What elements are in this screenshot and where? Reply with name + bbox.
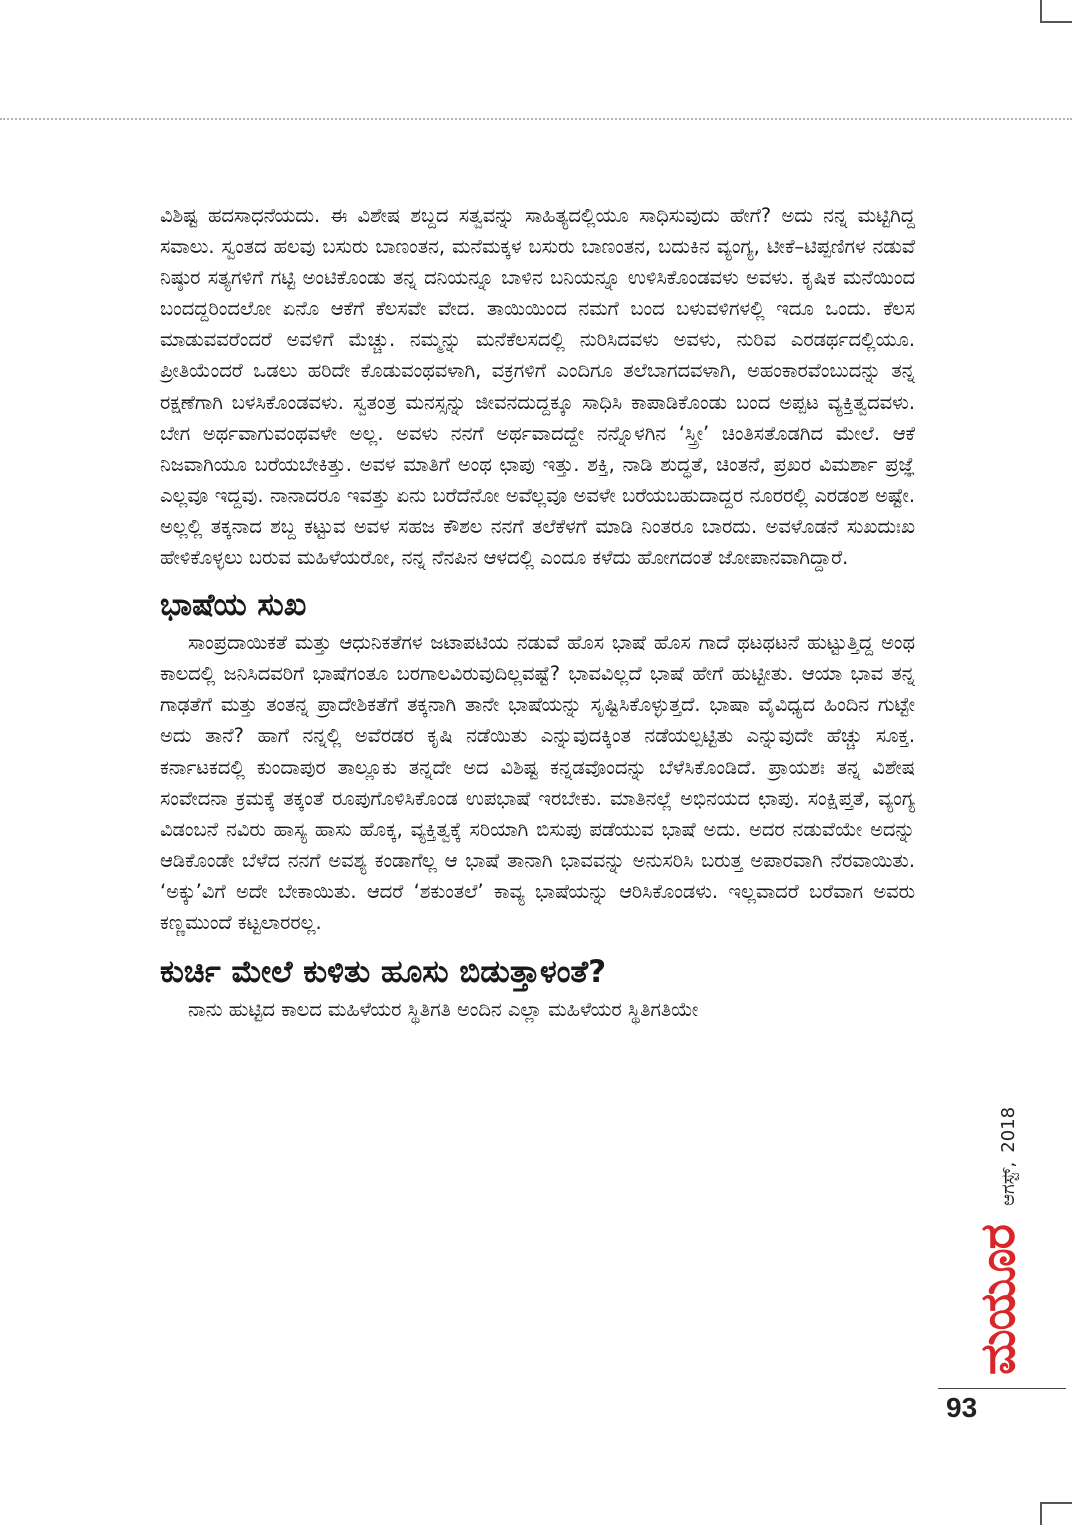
issue-year: 2018 [998, 1106, 1019, 1153]
paragraph: ಸಾಂಪ್ರದಾಯಿಕತೆ ಮತ್ತು ಆಧುನಿಕತೆಗಳ ಜಟಾಪಟಿಯ ನಡುವೆ ಹೊಸ ಭಾಷೆ ಹೊಸ ಗಾದೆ ಥಟಥಟನೆ ಹುಟ್ಟುತ್ತಿದ್ದ ಅಂಥ ಕಾಲದಲ್ಲಿ ಜನಿಸಿದವರಿಗೆ ಭಾಷೆಗಂತೂ ಬರಗಾಲವಿರುವುದಿಲ್ಲವಷ್ಟೆ? ಭಾವವಿಲ್ಲದೆ ಭಾಷೆ ಹೇಗೆ ಹುಟ್ಟೀತು. ಆಯಾ ಭಾವ ತನ್ನ ಗಾಢತೆಗೆ ಮತ್ತು ತಂತನ್ನ ಪ್ರಾದೇಶಿಕತೆಗೆ ತಕ್ಕನಾಗಿ ತಾನೇ ಭಾಷೆಯನ್ನು ಸೃಷ್ಟಿಸಿಕೊಳ್ಳುತ್ತದೆ. ಭಾಷಾ ವೈವಿಧ್ಯದ ಹಿಂದಿನ ಗುಟ್ಟೇ ಅದು ತಾನೆ? ಹಾಗೆ ನನ್ನಲ್ಲಿ ಅವೆರಡರ ಕೃಷಿ ನಡೆಯಿತು ಎನ್ನುವುದಕ್ಕಿಂತ ನಡೆಯಲ್ಪಟ್ಟಿತು ಎನ್ನುವುದೇ ಹೆಚ್ಚು ಸೂಕ್ತ. ಕರ್ನಾಟಕದಲ್ಲಿ ಕುಂದಾಪುರ ತಾಲ್ಲೂಕು ತನ್ನದೇ ಅದ ವಿಶಿಷ್ಟ ಕನ್ನಡವೊಂದನ್ನು ಬೆಳೆಸಿಕೊಂಡಿದೆ. ಪ್ರಾಯಶಃ ತನ್ನ ವಿಶೇಷ ಸಂವೇದನಾ ಕ್ರಮಕ್ಕೆ ತಕ್ಕಂತೆ ರೂಪುಗೊಳಿಸಿಕೊಂಡ ಉಪಭಾಷೆ ಇರಬೇಕು. ಮಾತಿನಲ್ಲೆ ಅಭಿನಯದ ಛಾಪು. ಸಂಕ್ಷಿಪ್ತತೆ, ವ್ಯಂಗ್ಯ ವಿಡಂಬನೆ ನವಿರು ಹಾಸ್ಯ ಹಾಸು ಹೊಕ್ಕ, ವ್ಯಕ್ತಿತ್ವಕ್ಕೆ ಸರಿಯಾಗಿ ಬಿಸುಪು ಪಡೆಯುವ ಭಾಷೆ ಅದು. ಅದರ ನಡುವೆಯೇ ಅದನ್ನು ಆಡಿಕೊಂಡೇ ಬೆಳೆದ ನನಗೆ ಅವಶ್ಯ ಕಂಡಾಗೆಲ್ಲ ಆ ಭಾಷೆ ತಾನಾಗಿ ಭಾವವನ್ನು ಅನುಸರಿಸಿ ಬರುತ್ತ ಅಪಾರವಾಗಿ ನೆರವಾಯಿತು. ‘ಅಕ್ಕು’ವಿಗೆ ಅದೇ ಬೇಕಾಯಿತು. ಆದರೆ ‘ಶಕುಂತಲೆ’ ಕಾವ್ಯ ಭಾಷೆಯನ್ನು ಆರಿಸಿಕೊಂಡಳು. ಇಲ್ಲವಾದರೆ ಬರೆವಾಗ ಅವರು ಕಣ್ಣಮುಂದೆ ಕಟ್ಟಲಾರರಲ್ಲ. [160, 631, 915, 934]
issue-month: ಆಗಸ್ಟ್, [998, 1161, 1019, 1206]
footer-rule [938, 1388, 1066, 1389]
section-heading: ಭಾಷೆಯ ಸುಖ [160, 587, 307, 624]
magazine-sidebar [940, 1106, 1026, 1380]
page-number: 93 [946, 1392, 978, 1423]
crop-mark-top-right-vertical [1040, 0, 1042, 22]
crop-mark-top-right-horizontal [1040, 21, 1072, 23]
dotted-separator [0, 118, 1072, 120]
crop-mark-bottom-right-vertical [1040, 1502, 1042, 1525]
text-column [160, 200, 915, 1025]
paragraph: ನಾನು ಹುಟ್ಟಿದ ಕಾಲದ ಮಹಿಳೆಯರ ಸ್ಥಿತಿಗತಿ ಅಂದಿನ ಎಲ್ಲಾ ಮಹಿಳೆಯರ ಸ್ಥಿತಿಗತಿಯೇ [188, 998, 699, 1022]
paragraph: ವಿಶಿಷ್ಟ ಹದಸಾಧನೆಯದು. ಈ ವಿಶೇಷ ಶಬ್ದದ ಸತ್ವವನ್ನು ಸಾಹಿತ್ಯದಲ್ಲಿಯೂ ಸಾಧಿಸುವುದು ಹೇಗೆ? ಅದು ನನ್ನ ಮಟ್ಟಿಗಿದ್ದ ಸವಾಲು. ಸ್ವಂತದ ಹಲವು ಬಸುರು ಬಾಣಂತನ, ಮನೆಮಕ್ಕಳ ಬಸುರು ಬಾಣಂತನ, ಬದುಕಿನ ವ್ಯಂಗ್ಯ, ಟೀಕೆ–ಟಿಪ್ಪಣಿಗಳ ನಡುವೆ ನಿಷ್ಠುರ ಸತ್ಯಗಳಿಗೆ ಗಟ್ಟಿ ಅಂಟಿಕೊಂಡು ತನ್ನ ದನಿಯನ್ನೂ ಬಾಳಿನ ಬನಿಯನ್ನೂ ಉಳಿಸಿಕೊಂಡವಳು ಅವಳು. ಕೃಷಿಕ ಮನೆಯಿಂದ ಬಂದದ್ದರಿಂದಲೋ ಏನೊ ಆಕೆಗೆ ಕೆಲಸವೇ ವೇದ. ತಾಯಿಯಿಂದ ನಮಗೆ ಬಂದ ಬಳುವಳಿಗಳಲ್ಲಿ ಇದೂ ಒಂದು. ಕೆಲಸ ಮಾಡುವವರೆಂದರೆ ಅವಳಿಗೆ ಮೆಚ್ಚು. ನಮ್ಮನ್ನು ಮನೆಕೆಲಸದಲ್ಲಿ ನುರಿಸಿದವಳು ಅವಳು, ನುರಿವ ಎರಡರ್ಥದಲ್ಲಿಯೂ. ಪ್ರೀತಿಯೆಂದರೆ ಒಡಲು ಹರಿದೇ ಕೊಡುವಂಥವಳಾಗಿ, ವಕ್ರಗಳಿಗೆ ಎಂದಿಗೂ ತಲೆಬಾಗದವಳಾಗಿ, ಅಹಂಕಾರವೆಂಬುದನ್ನು ತನ್ನ ರಕ್ಷಣೆಗಾಗಿ ಬಳಸಿಕೊಂಡವಳು. ಸ್ವತಂತ್ರ ಮನಸ್ಸನ್ನು ಜೀವನದುದ್ದಕ್ಕೂ ಸಾಧಿಸಿ ಕಾಪಾಡಿಕೊಂಡು ಬಂದ ಅಪ್ಪಟ ವ್ಯಕ್ತಿತ್ವದವಳು. ಬೇಗ ಅರ್ಥವಾಗುವಂಥವಳೇ ಅಲ್ಲ. ಅವಳು ನನಗೆ ಅರ್ಥವಾದದ್ದೇ ನನ್ನೊಳಗಿನ ‘ಸ್ತ್ರೀ’ ಚಿಂತಿಸತೊಡಗಿದ ಮೇಲೆ. ಆಕೆ ನಿಜವಾಗಿಯೂ ಬರೆಯಬೇಕಿತ್ತು. ಅವಳ ಮಾತಿಗೆ ಅಂಥ ಛಾಪು ಇತ್ತು. ಶಕ್ತಿ, ನಾಡಿ ಶುದ್ಧತೆ, ಚಿಂತನೆ, ಪ್ರಖರ ವಿಮರ್ಶಾ ಪ್ರಜ್ಞೆ ಎಲ್ಲವೂ ಇದ್ದವು. ನಾನಾದರೂ ಇವತ್ತು ಏನು ಬರೆದೆನೋ ಅವೆಲ್ಲವೂ ಅವಳೇ ಬರೆಯಬಹುದಾದ್ದರ ನೂರರಲ್ಲಿ ಎರಡಂಶ ಅಷ್ಟೇ. ಅಲ್ಲಲ್ಲಿ ತಕ್ಕನಾದ ಶಬ್ದ ಕಟ್ಟುವ ಅವಳ ಸಹಜ ಕೌಶಲ ನನಗೆ ತಲೆಕೆಳಗೆ ಮಾಡಿ ನಿಂತರೂ ಬಾರದು. ಅವಳೊಡನೆ ಸುಖದುಃಖ ಹೇಳಿಕೊಳ್ಳಲು ಬರುವ ಮಹಿಳೆಯರೋ, ನನ್ನ ನೆನಪಿನ ಆಳದಲ್ಲಿ ಎಂದೂ ಕಳೆದು ಹೋಗದಂತೆ ಜೋಪಾನವಾಗಿದ್ದಾರೆ. [160, 204, 915, 570]
crop-mark-bottom-right-horizontal [1040, 1502, 1072, 1504]
magazine-logo: ಮಯೂರ [970, 1224, 1026, 1375]
section-heading: ಕುರ್ಚಿ ಮೇಲೆ ಕುಳಿತು ಹೂಸು ಬಿಡುತ್ತಾಳಂತೆ? [160, 954, 607, 991]
